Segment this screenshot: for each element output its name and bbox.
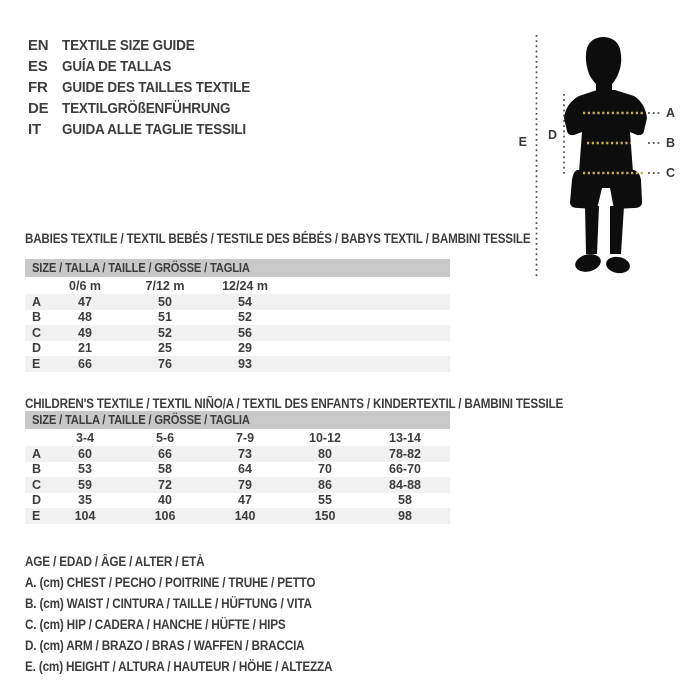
cell-value: 21 bbox=[78, 341, 92, 356]
column-header: 12/24 m bbox=[222, 278, 268, 293]
cell-value: 76 bbox=[158, 356, 172, 371]
babies-size-table bbox=[25, 259, 450, 372]
cell-value: 86 bbox=[318, 477, 332, 492]
language-row-it bbox=[28, 119, 271, 140]
cell-value: 52 bbox=[238, 310, 252, 325]
column-header: 10-12 bbox=[309, 430, 341, 445]
language-code: FR bbox=[28, 79, 48, 96]
cell-value: 35 bbox=[78, 493, 92, 508]
cell-value: 25 bbox=[158, 341, 172, 356]
cell-value: 140 bbox=[234, 508, 256, 523]
row-label: A bbox=[32, 446, 42, 461]
row-label: B bbox=[32, 310, 42, 325]
table-row-b bbox=[25, 310, 450, 326]
cell-value: 52 bbox=[158, 325, 172, 340]
column-header: 3-4 bbox=[75, 430, 95, 445]
language-title: GUIDE DES TAILLES TEXTILE bbox=[62, 79, 251, 96]
cell-value: 47 bbox=[78, 294, 92, 309]
child-measurement-figure bbox=[500, 15, 700, 295]
table-column-header-row bbox=[25, 429, 450, 446]
measurement-legend bbox=[25, 551, 378, 677]
table-row-d bbox=[25, 493, 450, 509]
column-header: 7-9 bbox=[235, 430, 255, 445]
cell-value: 98 bbox=[398, 508, 412, 523]
row-label: C bbox=[32, 477, 42, 492]
cell-value: 93 bbox=[238, 356, 252, 371]
measure-label-d: D bbox=[547, 128, 557, 142]
cell-value: 79 bbox=[238, 477, 252, 492]
children-section-title: CHILDREN'S TEXTILE / TEXTIL NIÑO/A / TEXTIL DES ENFANTS / KINDERTEXTIL / BAMBINI TESSILE bbox=[25, 396, 564, 411]
child-silhouette-icon bbox=[564, 37, 647, 275]
cell-value: 104 bbox=[74, 508, 96, 523]
measure-label-e: E bbox=[518, 135, 527, 149]
table-column-header-row bbox=[25, 277, 450, 294]
table-row-a bbox=[25, 446, 450, 462]
cell-value: 55 bbox=[318, 493, 332, 508]
measure-label-c: C bbox=[666, 166, 676, 180]
legend-age-line: AGE / EDAD / ÂGE / ALTER / ETÀ bbox=[25, 554, 205, 569]
size-header-label: SIZE / TALLA / TAILLE / GRÖSSE / TAGLIA bbox=[32, 412, 250, 427]
cell-value: 40 bbox=[158, 493, 172, 508]
row-label: D bbox=[32, 341, 42, 356]
cell-value: 29 bbox=[238, 341, 252, 356]
language-code: IT bbox=[28, 121, 41, 138]
measure-label-a: A bbox=[666, 106, 676, 120]
legend-item-hip: C. (cm) HIP / CADERA / HANCHE / HÜFTE / HIPS bbox=[25, 617, 286, 632]
column-header: 5-6 bbox=[155, 430, 175, 445]
cell-value: 66 bbox=[78, 356, 92, 371]
row-label: B bbox=[32, 462, 42, 477]
language-code: DE bbox=[28, 100, 49, 117]
table-row-a bbox=[25, 294, 450, 310]
cell-value: 78-82 bbox=[389, 446, 421, 461]
row-label: A bbox=[32, 294, 42, 309]
language-list bbox=[28, 35, 271, 140]
row-label: D bbox=[32, 493, 42, 508]
legend-item-height: E. (cm) HEIGHT / ALTURA / HAUTEUR / HÖHE / ALTEZZA bbox=[25, 659, 333, 674]
cell-value: 56 bbox=[238, 325, 252, 340]
language-title: TEXTILGRÖßENFÜHRUNG bbox=[62, 100, 231, 117]
size-header-label: SIZE / TALLA / TAILLE / GRÖSSE / TAGLIA bbox=[32, 260, 250, 275]
column-header: 7/12 m bbox=[145, 278, 185, 293]
language-code: EN bbox=[28, 37, 49, 54]
babies-section-title: BABIES TEXTILE / TEXTIL BEBÉS / TESTILE DES BÉBÉS / BABYS TEXTIL / BAMBINI TESSILE bbox=[25, 231, 531, 246]
children-size-table bbox=[25, 411, 450, 524]
cell-value: 66-70 bbox=[389, 462, 421, 477]
cell-value: 58 bbox=[158, 462, 172, 477]
language-row-fr bbox=[28, 77, 271, 98]
cell-value: 150 bbox=[314, 508, 336, 523]
cell-value: 54 bbox=[238, 294, 252, 309]
table-row-d bbox=[25, 341, 450, 357]
cell-value: 58 bbox=[398, 493, 412, 508]
column-header: 13-14 bbox=[389, 430, 421, 445]
cell-value: 106 bbox=[154, 508, 176, 523]
cell-value: 70 bbox=[318, 462, 332, 477]
size-header-bar bbox=[25, 411, 450, 429]
cell-value: 80 bbox=[318, 446, 332, 461]
language-title: TEXTILE SIZE GUIDE bbox=[62, 37, 195, 54]
row-label: E bbox=[32, 356, 41, 371]
cell-value: 84-88 bbox=[389, 477, 421, 492]
language-title: GUÍA DE TALLAS bbox=[62, 58, 172, 75]
cell-value: 48 bbox=[78, 310, 92, 325]
table-row-e bbox=[25, 356, 450, 372]
language-row-de bbox=[28, 98, 271, 119]
cell-value: 60 bbox=[78, 446, 92, 461]
language-row-es bbox=[28, 56, 271, 77]
cell-value: 59 bbox=[78, 477, 92, 492]
row-label: E bbox=[32, 508, 41, 523]
cell-value: 53 bbox=[78, 462, 92, 477]
table-row-b bbox=[25, 462, 450, 478]
table-row-c bbox=[25, 477, 450, 493]
legend-item-waist: B. (cm) WAIST / CINTURA / TAILLE / HÜFTUNG / VITA bbox=[25, 596, 312, 611]
cell-value: 73 bbox=[238, 446, 252, 461]
column-header: 0/6 m bbox=[69, 278, 101, 293]
language-title: GUIDA ALLE TAGLIE TESSILI bbox=[62, 121, 247, 138]
cell-value: 64 bbox=[238, 462, 252, 477]
table-row-e bbox=[25, 508, 450, 524]
size-header-bar bbox=[25, 259, 450, 277]
table-row-c bbox=[25, 325, 450, 341]
cell-value: 50 bbox=[158, 294, 172, 309]
legend-item-arm: D. (cm) ARM / BRAZO / BRAS / WAFFEN / BRACCIA bbox=[25, 638, 305, 653]
language-code: ES bbox=[28, 58, 48, 75]
cell-value: 72 bbox=[158, 477, 172, 492]
measure-label-b: B bbox=[666, 136, 676, 150]
cell-value: 51 bbox=[158, 310, 172, 325]
row-label: C bbox=[32, 325, 42, 340]
cell-value: 66 bbox=[158, 446, 172, 461]
legend-item-chest: A. (cm) CHEST / PECHO / POITRINE / TRUHE / PETTO bbox=[25, 575, 316, 590]
cell-value: 49 bbox=[78, 325, 92, 340]
cell-value: 47 bbox=[238, 493, 252, 508]
language-row-en bbox=[28, 35, 271, 56]
